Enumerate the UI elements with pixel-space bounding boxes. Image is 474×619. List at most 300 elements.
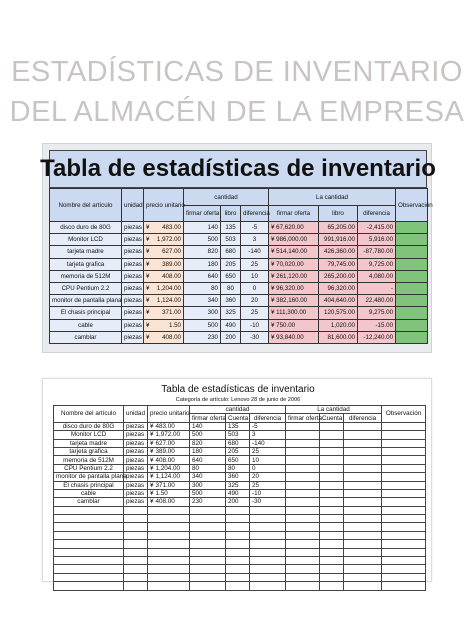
empty-cell — [250, 565, 286, 573]
cell-book-qty: 650 — [221, 270, 241, 282]
cell-item-name: cable — [54, 489, 124, 497]
empty-cell — [320, 573, 344, 581]
cell-unit-price — [144, 331, 184, 343]
cell-item-name: tarjeta madre — [54, 439, 124, 447]
empty-cell — [250, 540, 286, 548]
cell-purchase-qty: 500 — [184, 234, 221, 246]
cell-difference-amount: 5,916.00 — [358, 234, 396, 246]
cell-observation — [382, 464, 426, 472]
cell-unit: piezas — [122, 258, 144, 270]
price-value: 1,204.00 — [156, 285, 181, 293]
empty-cell — [226, 523, 250, 531]
cell-item-name: monitor de pantalla plana — [54, 473, 124, 481]
cell-observation — [396, 258, 428, 270]
empty-cell — [124, 565, 148, 573]
currency-symbol: ¥ — [150, 456, 154, 464]
cell-purchase-qty: 640 — [190, 456, 226, 464]
cell-observation — [396, 270, 428, 282]
cell-difference-qty: 0 — [241, 282, 269, 294]
empty-cell — [286, 557, 320, 565]
page-title-line-2: DEL ALMACÉN DE LA EMPRESA — [9, 96, 465, 128]
cell-count-qty: 650 — [226, 456, 250, 464]
empty-cell — [54, 506, 124, 514]
cell-count-qty: 205 — [226, 447, 250, 455]
cell-book-amount: 426,360.00 — [319, 246, 358, 258]
empty-cell — [344, 557, 382, 565]
empty-table-row — [54, 523, 426, 531]
cell-unit-price — [148, 498, 190, 506]
empty-cell — [54, 557, 124, 565]
cell-observation — [382, 422, 426, 430]
cell-purchase-amount: ¥ 514,140.00 — [269, 246, 319, 258]
empty-table-row — [54, 506, 426, 514]
empty-cell — [250, 548, 286, 556]
cell-unit: piezas — [122, 222, 144, 234]
currency-symbol: ¥ — [146, 333, 150, 341]
empty-cell — [320, 531, 344, 539]
empty-cell — [344, 573, 382, 581]
cell-observation — [396, 295, 428, 307]
empty-cell — [124, 582, 148, 590]
cell-observation — [396, 282, 428, 294]
cell-count-amount — [320, 456, 344, 464]
cell-observation — [396, 222, 428, 234]
cell-count-amount — [320, 447, 344, 455]
empty-cell — [148, 531, 190, 539]
empty-cell — [124, 557, 148, 565]
empty-cell — [344, 582, 382, 590]
empty-cell — [382, 582, 426, 590]
empty-cell — [382, 515, 426, 523]
empty-cell — [190, 540, 226, 548]
table-row — [54, 498, 426, 506]
cell-unit: piezas — [124, 431, 148, 439]
currency-symbol: ¥ — [146, 309, 150, 317]
cell-purchase-amount — [286, 422, 320, 430]
cell-book-amount: 265,200.00 — [319, 270, 358, 282]
cell-item-name: disco duro de 80G — [54, 422, 124, 430]
cell-unit: piezas — [122, 307, 144, 319]
cell-item-name: CPU Pentium 2.2 — [50, 282, 122, 294]
currency-symbol: ¥ — [146, 236, 150, 244]
currency-symbol: ¥ — [150, 448, 154, 456]
table-row — [54, 447, 426, 455]
cell-observation — [382, 481, 426, 489]
empty-cell — [286, 582, 320, 590]
cell-observation — [382, 498, 426, 506]
cell-difference-amount — [344, 489, 382, 497]
table-row — [50, 331, 428, 343]
cell-unit: piezas — [124, 489, 148, 497]
cell-count-qty: 200 — [226, 498, 250, 506]
currency-symbol: ¥ — [146, 248, 150, 256]
empty-cell — [250, 515, 286, 523]
cell-observation — [396, 331, 428, 343]
currency-symbol: ¥ — [150, 422, 154, 430]
cell-purchase-qty: 340 — [190, 473, 226, 481]
cell-observation — [382, 431, 426, 439]
price-value: 389.00 — [162, 260, 181, 268]
currency-symbol: ¥ — [150, 498, 154, 506]
empty-table-row — [54, 582, 426, 590]
cell-unit-price — [148, 489, 190, 497]
empty-table-row — [54, 548, 426, 556]
header-amount: La cantidad — [286, 406, 382, 414]
cell-purchase-qty: 340 — [184, 295, 221, 307]
price-value: 627.00 — [162, 248, 181, 256]
empty-table-row — [54, 515, 426, 523]
cell-unit-price — [144, 295, 184, 307]
empty-cell — [148, 540, 190, 548]
cell-purchase-qty: 140 — [190, 422, 226, 430]
cell-item-name: camblar — [54, 498, 124, 506]
page-title-line-1: ESTADÍSTICAS DE INVENTARIO — [11, 56, 463, 88]
price-value: 1,972.00 — [155, 431, 181, 439]
cell-purchase-amount — [286, 439, 320, 447]
cell-item-name: CPU Pentium 2.2 — [54, 464, 124, 472]
cell-difference-amount: 9,275.00 — [358, 307, 396, 319]
empty-cell — [190, 548, 226, 556]
cell-observation — [382, 489, 426, 497]
price-value: 627.00 — [155, 439, 175, 447]
empty-cell — [382, 523, 426, 531]
inventory-table-plain — [53, 405, 426, 591]
cell-book-amount: 1,020.00 — [319, 319, 358, 331]
cell-purchase-amount: ¥ 986,000.00 — [269, 234, 319, 246]
table-row — [54, 456, 426, 464]
empty-cell — [250, 582, 286, 590]
empty-cell — [320, 506, 344, 514]
inventory-table-card-plain — [42, 378, 432, 582]
cell-book-qty: 80 — [221, 282, 241, 294]
header-difference-amount: diferencia — [344, 414, 382, 422]
currency-symbol: ¥ — [150, 431, 154, 439]
header-unit: unidad — [124, 406, 148, 423]
empty-cell — [54, 515, 124, 523]
cell-item-name: camblar — [50, 331, 122, 343]
empty-cell — [320, 582, 344, 590]
empty-cell — [382, 506, 426, 514]
empty-cell — [148, 557, 190, 565]
cell-unit-price — [148, 439, 190, 447]
table-row — [50, 234, 428, 246]
empty-cell — [382, 540, 426, 548]
cell-difference-amount — [344, 473, 382, 481]
cell-purchase-qty: 500 — [184, 319, 221, 331]
header-amount: La cantidad — [269, 189, 396, 206]
cell-difference-qty: 25 — [250, 447, 286, 455]
table-row — [50, 282, 428, 294]
header-book-amount: libro — [319, 206, 358, 222]
cell-difference-qty: 10 — [241, 270, 269, 282]
cell-count-qty: 80 — [226, 464, 250, 472]
cell-count-qty: 360 — [226, 473, 250, 481]
cell-purchase-amount: ¥ 67,620.00 — [269, 222, 319, 234]
empty-cell — [190, 523, 226, 531]
price-value: 1.50 — [155, 490, 168, 498]
inventory-table-card-colored — [40, 143, 436, 353]
cell-item-name: El chasis principal — [50, 307, 122, 319]
price-value: 1,124.00 — [155, 473, 181, 481]
cell-item-name: monitor de pantalla plana — [50, 295, 122, 307]
cell-book-amount: 79,745.00 — [319, 258, 358, 270]
empty-table-row — [54, 565, 426, 573]
cell-difference-qty: 0 — [250, 464, 286, 472]
header-count-amount: Cuenta — [320, 414, 344, 422]
table-row — [50, 295, 428, 307]
cell-difference-amount — [344, 431, 382, 439]
currency-symbol: ¥ — [146, 224, 150, 232]
cell-purchase-qty: 140 — [184, 222, 221, 234]
currency-symbol: ¥ — [146, 272, 150, 280]
cell-purchase-amount — [286, 464, 320, 472]
empty-cell — [344, 515, 382, 523]
empty-cell — [382, 557, 426, 565]
empty-table-row — [54, 573, 426, 581]
price-value: 408.00 — [162, 272, 181, 280]
empty-cell — [320, 548, 344, 556]
empty-cell — [250, 506, 286, 514]
empty-cell — [54, 531, 124, 539]
cell-observation — [396, 319, 428, 331]
cell-difference-qty: -5 — [250, 422, 286, 430]
cell-difference-qty: -10 — [241, 319, 269, 331]
empty-cell — [226, 557, 250, 565]
cell-count-amount — [320, 464, 344, 472]
cell-difference-qty: -30 — [250, 498, 286, 506]
empty-cell — [54, 565, 124, 573]
empty-cell — [124, 531, 148, 539]
cell-difference-qty: 3 — [250, 431, 286, 439]
cell-purchase-qty: 230 — [190, 498, 226, 506]
cell-count-qty: 325 — [226, 481, 250, 489]
empty-cell — [286, 515, 320, 523]
table-banner-title: Tabla de estadísticas de inventario — [49, 150, 427, 188]
cell-observation — [396, 307, 428, 319]
cell-item-name: Monitor LCD — [54, 431, 124, 439]
price-value: 371.00 — [155, 481, 175, 489]
cell-observation — [396, 234, 428, 246]
cell-purchase-amount: ¥ 382,160.00 — [269, 295, 319, 307]
empty-cell — [148, 582, 190, 590]
table-row — [54, 422, 426, 430]
cell-unit: piezas — [124, 456, 148, 464]
cell-unit: piezas — [122, 270, 144, 282]
header-quantity: cantidad — [190, 406, 286, 414]
cell-book-qty: 325 — [221, 307, 241, 319]
cell-purchase-qty: 820 — [190, 439, 226, 447]
cell-purchase-qty: 80 — [190, 464, 226, 472]
cell-book-qty: 503 — [221, 234, 241, 246]
cell-count-qty: 135 — [226, 422, 250, 430]
price-value: 408.00 — [155, 456, 175, 464]
table-row — [50, 246, 428, 258]
header-quantity: cantidad — [184, 189, 269, 206]
header-book-qty: libro — [221, 206, 241, 222]
cell-book-qty: 360 — [221, 295, 241, 307]
empty-cell — [124, 540, 148, 548]
cell-difference-amount — [344, 422, 382, 430]
cell-difference-amount: - — [358, 282, 396, 294]
currency-symbol: ¥ — [150, 439, 154, 447]
cell-item-name: cable — [50, 319, 122, 331]
empty-cell — [190, 565, 226, 573]
cell-difference-qty: -140 — [241, 246, 269, 258]
cell-unit-price — [144, 258, 184, 270]
cell-unit: piezas — [124, 498, 148, 506]
header-purchase-amount: firmar oferta — [286, 414, 320, 422]
cell-item-name: memoria de 512M — [50, 270, 122, 282]
table-row — [54, 439, 426, 447]
cell-unit-price — [144, 319, 184, 331]
empty-cell — [320, 557, 344, 565]
empty-table-row — [54, 540, 426, 548]
cell-observation — [382, 456, 426, 464]
cell-count-amount — [320, 481, 344, 489]
cell-difference-qty: -10 — [250, 489, 286, 497]
empty-cell — [344, 548, 382, 556]
empty-cell — [54, 523, 124, 531]
cell-item-name: disco duro de 80G — [50, 222, 122, 234]
cell-unit-price — [144, 246, 184, 258]
empty-cell — [124, 523, 148, 531]
empty-table-row — [54, 557, 426, 565]
cell-book-qty: 680 — [221, 246, 241, 258]
cell-unit: piezas — [124, 422, 148, 430]
cell-unit-price — [148, 431, 190, 439]
empty-cell — [344, 565, 382, 573]
header-purchase-qty: firmar oferta — [184, 206, 221, 222]
header-item-name: Nombre del artículo — [54, 406, 124, 423]
price-value: 389.00 — [155, 448, 175, 456]
cell-unit-price — [148, 447, 190, 455]
header-purchase-qty: firmar oferta — [190, 414, 226, 422]
cell-book-qty: 205 — [221, 258, 241, 270]
table-row — [50, 319, 428, 331]
empty-cell — [54, 540, 124, 548]
empty-cell — [320, 515, 344, 523]
cell-purchase-amount — [286, 447, 320, 455]
header-observation: Observación — [382, 406, 426, 423]
cell-count-amount — [320, 498, 344, 506]
cell-item-name: tarjeta madre — [50, 246, 122, 258]
cell-purchase-qty: 500 — [190, 489, 226, 497]
cell-unit: piezas — [122, 234, 144, 246]
empty-cell — [190, 506, 226, 514]
header-purchase-amount: firmar oferta — [269, 206, 319, 222]
cell-unit: piezas — [122, 331, 144, 343]
cell-unit: piezas — [124, 439, 148, 447]
cell-difference-qty: 20 — [250, 473, 286, 481]
cell-purchase-amount — [286, 489, 320, 497]
cell-count-amount — [320, 422, 344, 430]
price-value: 483.00 — [162, 224, 181, 232]
currency-symbol: ¥ — [146, 285, 150, 293]
empty-cell — [382, 548, 426, 556]
cell-unit-price — [144, 270, 184, 282]
empty-cell — [148, 548, 190, 556]
currency-symbol: ¥ — [146, 260, 150, 268]
empty-cell — [226, 565, 250, 573]
currency-symbol: ¥ — [150, 464, 154, 472]
cell-purchase-qty: 230 — [184, 331, 221, 343]
cell-purchase-qty: 300 — [190, 481, 226, 489]
cell-unit-price — [148, 422, 190, 430]
empty-cell — [286, 531, 320, 539]
currency-symbol: ¥ — [150, 481, 154, 489]
empty-cell — [250, 531, 286, 539]
header-unit-price: precio unitario — [144, 189, 184, 222]
table-row — [54, 464, 426, 472]
cell-purchase-qty: 640 — [184, 270, 221, 282]
cell-purchase-amount: ¥ 750.00 — [269, 319, 319, 331]
empty-cell — [382, 531, 426, 539]
cell-book-qty: 135 — [221, 222, 241, 234]
cell-difference-qty: -140 — [250, 439, 286, 447]
cell-purchase-qty: 180 — [184, 258, 221, 270]
cell-difference-amount: -12,240.00 — [358, 331, 396, 343]
cell-book-amount: 404,640.00 — [319, 295, 358, 307]
price-value: 408.00 — [162, 333, 181, 341]
cell-unit-price — [144, 234, 184, 246]
cell-unit-price — [148, 481, 190, 489]
cell-difference-amount — [344, 498, 382, 506]
table-row — [50, 258, 428, 270]
empty-cell — [286, 573, 320, 581]
header-unit: unidad — [122, 189, 144, 222]
empty-cell — [286, 565, 320, 573]
cell-book-amount: 65,205.00 — [319, 222, 358, 234]
cell-observation — [396, 246, 428, 258]
table-row — [50, 307, 428, 319]
cell-unit: piezas — [124, 447, 148, 455]
cell-difference-amount: -15.00 — [358, 319, 396, 331]
cell-purchase-amount: ¥ 70,020.00 — [269, 258, 319, 270]
empty-cell — [382, 565, 426, 573]
price-value: 371.00 — [162, 309, 181, 317]
currency-symbol: ¥ — [146, 321, 150, 329]
currency-symbol: ¥ — [150, 473, 154, 481]
empty-cell — [226, 582, 250, 590]
empty-cell — [320, 523, 344, 531]
empty-cell — [320, 565, 344, 573]
cell-observation — [382, 473, 426, 481]
cell-difference-qty: 3 — [241, 234, 269, 246]
cell-difference-qty: 20 — [241, 295, 269, 307]
empty-cell — [124, 548, 148, 556]
cell-difference-amount — [344, 456, 382, 464]
header-item-name: Nombre del artículo — [50, 189, 122, 222]
cell-count-qty: 503 — [226, 431, 250, 439]
cell-purchase-amount — [286, 431, 320, 439]
cell-difference-amount: -87,780.00 — [358, 246, 396, 258]
table-row — [50, 270, 428, 282]
empty-cell — [54, 582, 124, 590]
cell-book-qty: 490 — [221, 319, 241, 331]
empty-cell — [344, 506, 382, 514]
empty-cell — [226, 506, 250, 514]
empty-cell — [190, 531, 226, 539]
cell-unit: piezas — [122, 282, 144, 294]
cell-unit: piezas — [122, 295, 144, 307]
cell-difference-amount — [344, 464, 382, 472]
cell-purchase-amount: ¥ 261,120.00 — [269, 270, 319, 282]
header-observation: Observación — [396, 189, 428, 222]
cell-difference-amount — [344, 439, 382, 447]
empty-cell — [190, 582, 226, 590]
cell-unit: piezas — [124, 464, 148, 472]
empty-cell — [54, 573, 124, 581]
